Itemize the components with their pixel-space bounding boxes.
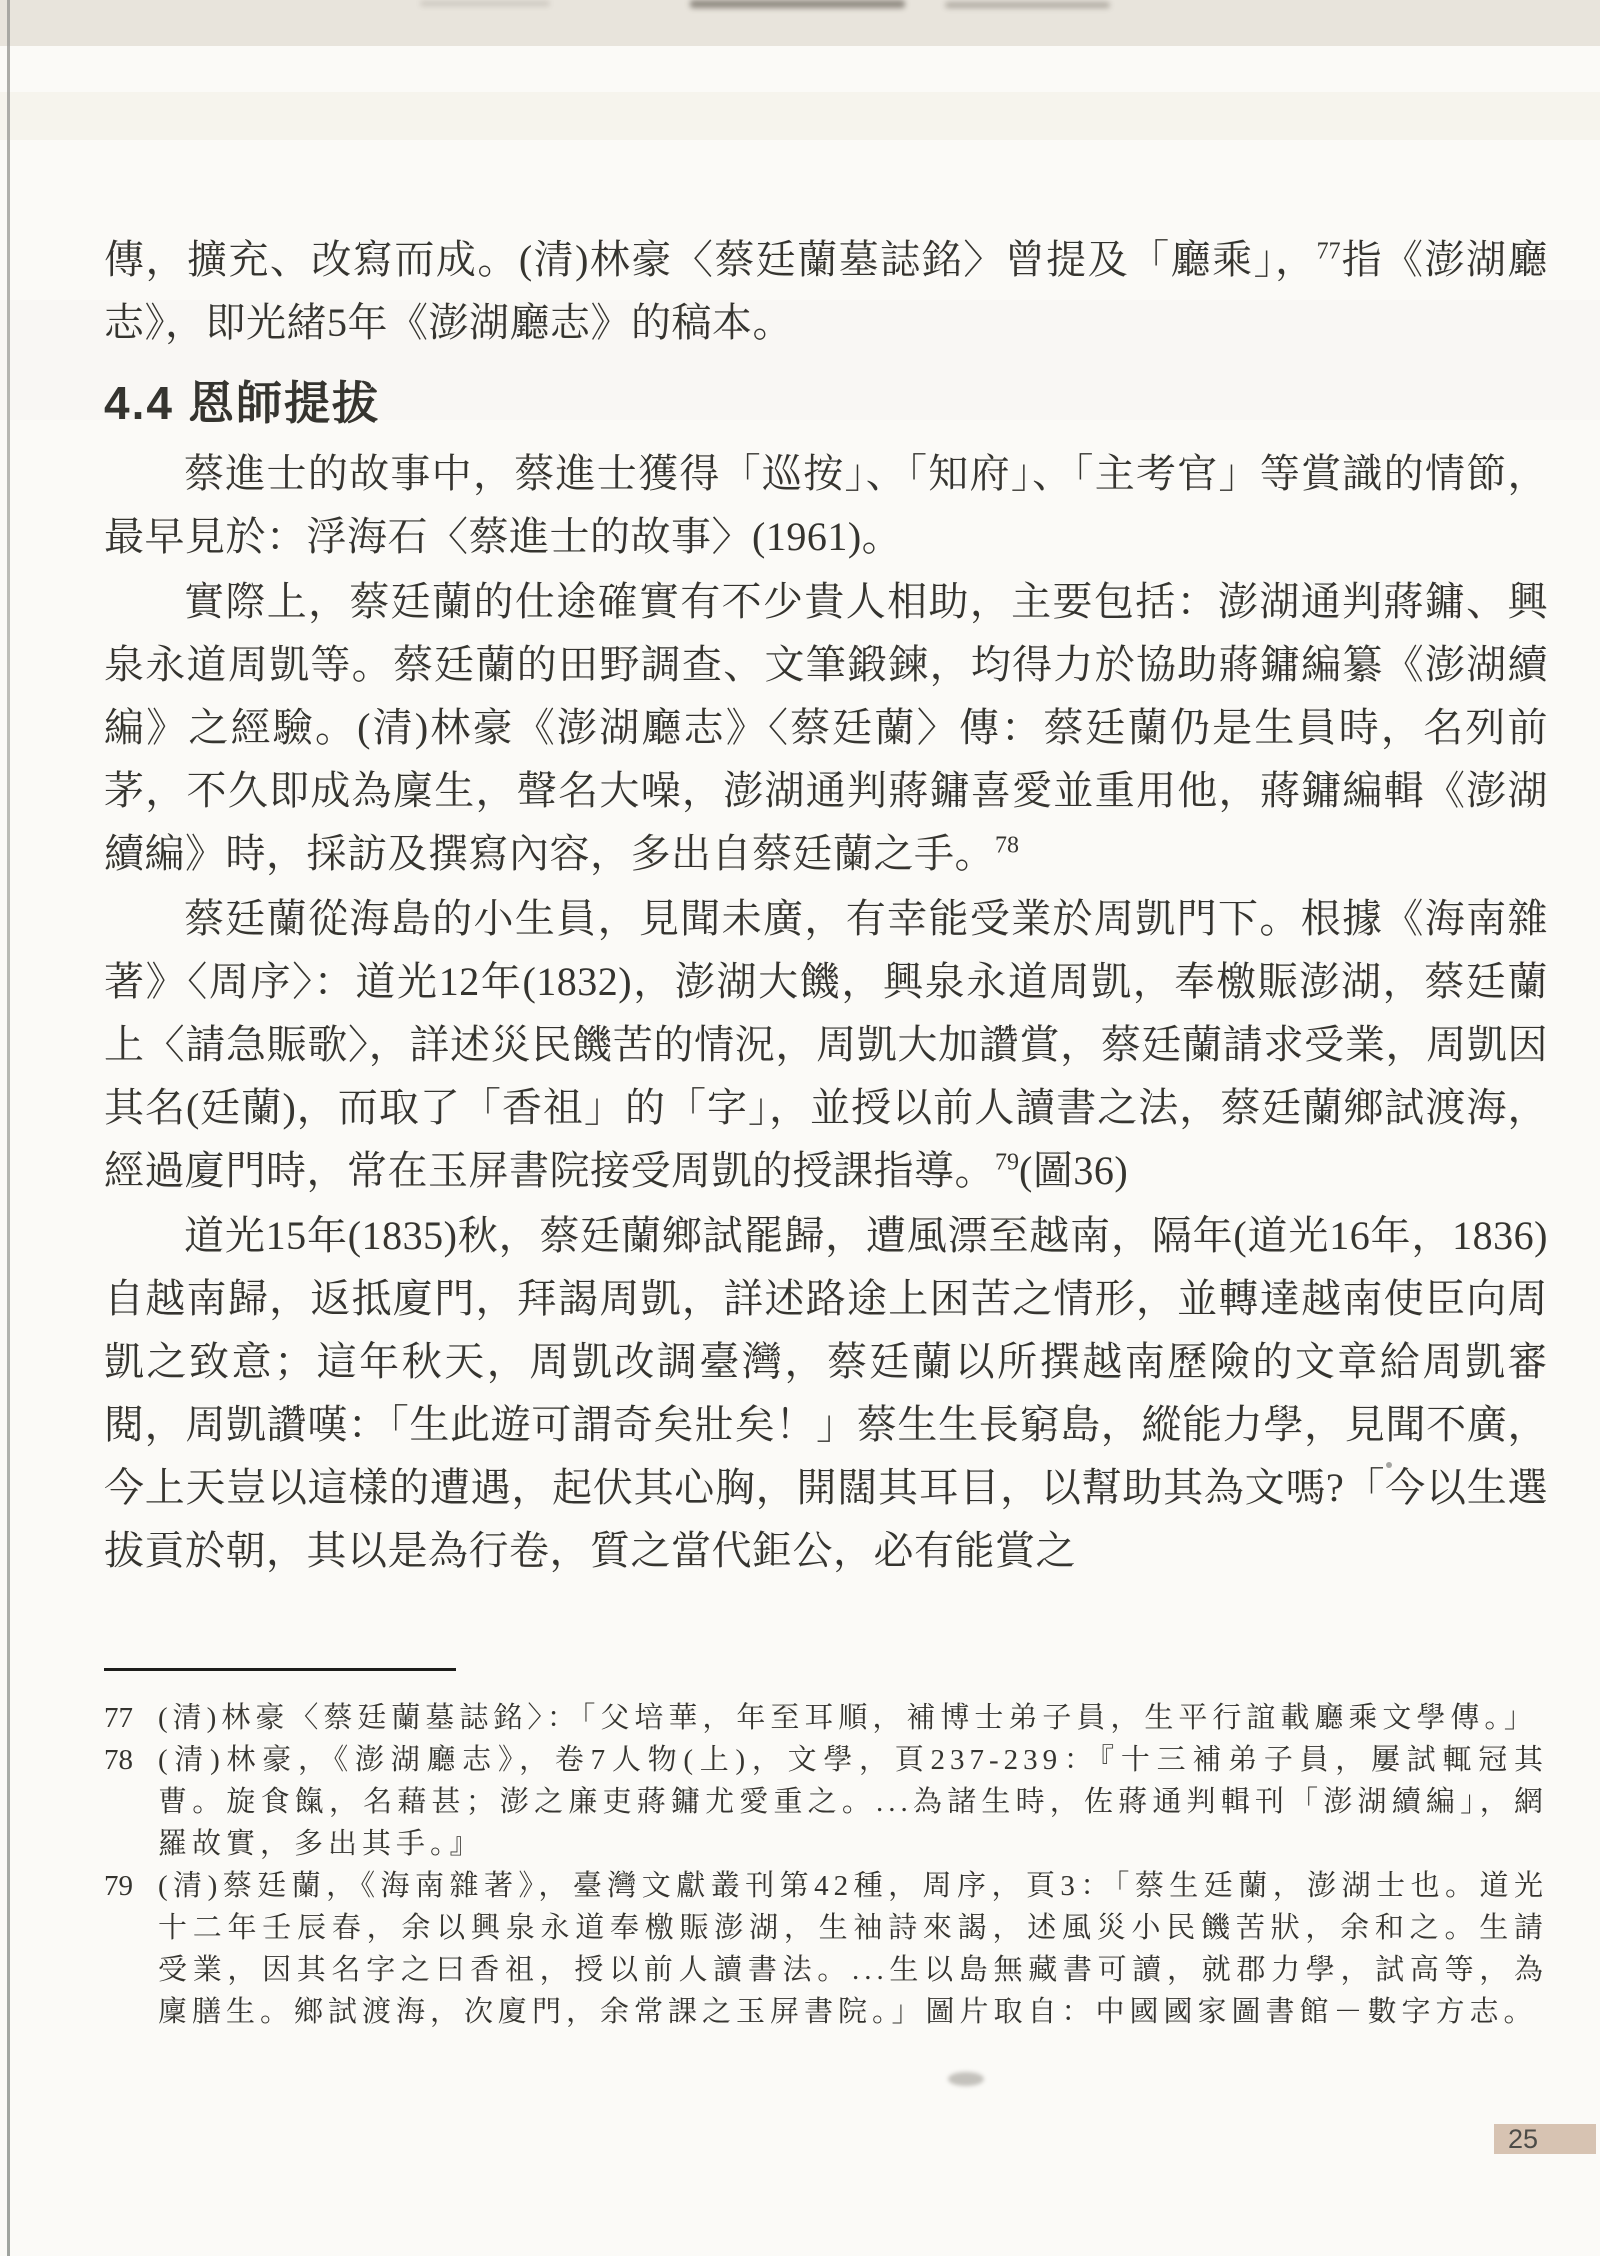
body-text-run: 指《澎湖廳志》，即光緒5年《澎湖廳志》的稿本。 [104, 237, 1549, 345]
body-paragraph [104, 442, 1548, 568]
footnote-list [104, 1697, 1548, 2033]
footnote-section [104, 1668, 1548, 2033]
body-text-run: 傳，擴充、改寫而成。(清)林豪〈蔡廷蘭墓誌銘〉曾提及「廳乘」， [104, 237, 1317, 282]
page-number-badge [1494, 2124, 1596, 2154]
body-text-run: 道光15年(1835)秋，蔡廷蘭鄉試罷歸，遭風漂至越南，隔年(道光16年，1836)自越南歸，返抵廈門，拜謁周凱，詳述路途上困苦之情形，並轉達越南使臣向周凱之致意；這年秋天，周凱改調臺灣，蔡廷蘭以所撰越南歷險的文章給周凱審閱，周凱讚嘆：「生此遊可謂奇矣壯矣！」蔡生生長窮島，縱能力學，見聞不廣，今上天豈以這樣的遭遇，起伏其心胸，開闊其耳目，以幫助其為文嗎?「今以生選拔貢於朝，其以是為行卷，質之當代鉅公，必有能賞之 [104, 1213, 1548, 1573]
footnote-ref-78: 78 [995, 832, 1019, 859]
footnote-77 [104, 1697, 1548, 1739]
footnote-number: 79 [104, 1870, 133, 1902]
footnote-79 [104, 1865, 1548, 2033]
body-paragraph [104, 887, 1548, 1202]
body-text-container [104, 228, 1548, 1584]
scan-smudge [690, 0, 905, 8]
footnote-text: (清)林豪〈蔡廷蘭墓誌銘〉：「父培華，年至耳順，補博士弟子員，生平行誼載廳乘文學傳。」 [158, 1702, 1538, 1734]
footnote-number: 77 [104, 1702, 133, 1734]
footnote-text: (清)林豪，《澎湖廳志》，卷7人物(上)，文學，頁237-239：『十三補弟子員，屢試輒冠其曹。旋食餼，名藉甚；澎之廉吏蔣鏞尤愛重之。...為諸生時，佐蔣通判輯刊「澎湖續編」，網羅故實，多出其手。』 [158, 1744, 1548, 1860]
section-number: 4.4 [104, 377, 174, 429]
body-text-run: 實際上，蔡廷蘭的仕途確實有不少貴人相助，主要包括：澎湖通判蔣鏞、興泉永道周凱等。蔡廷蘭的田野調查、文筆鍛鍊，均得力於協助蔣鏞編纂《澎湖續編》之經驗。(清)林豪《澎湖廳志》〈蔡廷蘭〉傳：蔡廷蘭仍是生員時，名列前茅，不久即成為廩生，聲名大噪，澎湖通判蔣鏞喜愛並重用他，蔣鏞編輯《澎湖續編》時，採訪及撰寫內容，多出自蔡廷蘭之手。 [104, 579, 1548, 876]
scan-left-edge-line [7, 0, 10, 2256]
scan-smudge [945, 2, 1110, 8]
section-title: 恩師提拔 [187, 377, 380, 429]
body-paragraph [104, 570, 1548, 885]
footnote-separator-rule [104, 1668, 456, 1671]
page-number: 25 [1508, 2124, 1539, 2154]
body-text-run: 蔡進士的故事中，蔡進士獲得「巡按」、「知府」、「主考官」等賞識的情節，最早見於：浮海石〈蔡進士的故事〉(1961)。 [104, 451, 1548, 559]
scan-smudge [420, 1, 550, 6]
scan-blot [948, 2072, 984, 2086]
footnote-ref-79: 79 [995, 1149, 1019, 1176]
section-heading [104, 372, 1548, 434]
body-paragraph [104, 1204, 1548, 1582]
footnote-78 [104, 1739, 1548, 1865]
footnote-number: 78 [104, 1744, 133, 1776]
body-paragraph-continuation [104, 228, 1548, 354]
body-text-run: 蔡廷蘭從海島的小生員，見聞未廣，有幸能受業於周凱門下。根據《海南雜著》〈周序〉：道光12年(1832)，澎湖大饑，興泉永道周凱，奉檄賑澎湖，蔡廷蘭上〈請急賑歌〉，詳述災民饑苦的情況，周凱大加讚賞，蔡廷蘭請求受業，周凱因其名(廷蘭)，而取了「香祖」的「字」，並授以前人讀書之法，蔡廷蘭鄉試渡海，經過廈門時，常在玉屏書院接受周凱的授課指導。 [104, 896, 1548, 1193]
footnote-ref-77: 77 [1316, 238, 1341, 265]
body-text-run: (圖36) [1019, 1148, 1129, 1193]
footnote-text: (清)蔡廷蘭，《海南雜著》，臺灣文獻叢刊第42種，周序，頁3：「蔡生廷蘭，澎湖士也。道光十二年壬辰春，余以興泉永道奉檄賑澎湖，生袖詩來謁，述風災小民饑苦狀，余和之。生請受業，因其名字之曰香祖，授以前人讀書法。...生以島無藏書可讀，就郡力學，試高等，為廩膳生。鄉試渡海，次廈門，余常課之玉屏書院。」圖片取自：中國國家圖書館－數字方志。 [158, 1870, 1548, 2028]
scan-shading-band [0, 92, 1600, 140]
body-paragraphs [104, 442, 1548, 1582]
